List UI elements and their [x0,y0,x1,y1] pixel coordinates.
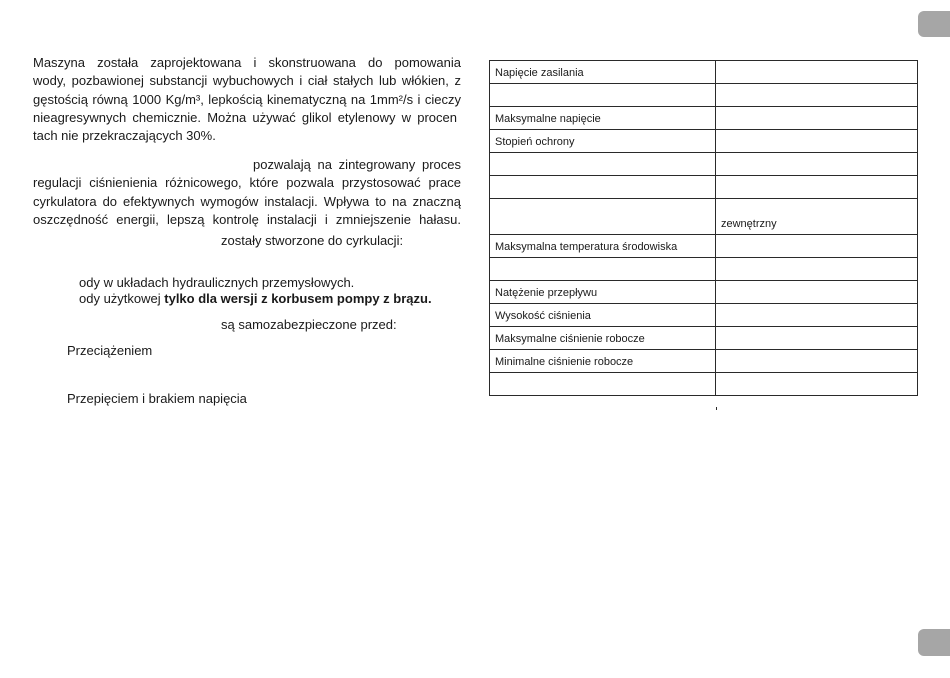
protection-item: Przeciążeniem [67,343,153,358]
spec-value [716,107,918,130]
regulation-line: oszczędność energii, lepszą kontrolę instalacji i zmniejszenie hałasu. [33,211,461,227]
spec-value [716,350,918,373]
spec-value [716,130,918,153]
spec-label: Maksymalne ciśnienie robocze [490,327,716,350]
intro-line: gęstością równą 1000 Kg/m³, lepkością kinematyczną na 1mm²/s i cieczy [33,91,461,107]
spec-label [490,258,716,281]
intro-line: tach nie przekraczających 30%. [33,128,216,144]
intro-line: nieagresywnych chemicznie. Można używać glikol etylenowy w procen [33,109,457,125]
regulation-line: regulacji ciśnienienia różnicowego, które pozwala przystosować prace [33,175,461,191]
table-row [490,327,918,350]
spec-value [716,327,918,350]
protection-intro: są samozabezpieczone przed: [221,317,397,332]
table-row [490,258,918,281]
intro-paragraph [33,54,461,145]
spec-label: Stopień ochrony [490,130,716,153]
table-row [490,176,918,199]
regulation-line: pozwalają na zintegrowany proces [253,157,461,172]
spec-label: Maksymalna temperatura środowiska [490,235,716,258]
table-row [490,153,918,176]
intro-line: wody, pozbawionej substancji wybuchowych i ciał stałych lub włókien, z [33,73,461,89]
spec-value [716,373,918,396]
spec-value [716,61,918,84]
table-row [490,281,918,304]
spec-label: Natężenie przepływu [490,281,716,304]
spec-label [490,199,716,235]
spec-label [490,153,716,176]
intro-line: Maszyna została zaprojektowana i skonstruowana do pomowania [33,55,461,70]
spec-value [716,304,918,327]
spec-label [490,176,716,199]
table-row [490,199,918,235]
spec-value [716,258,918,281]
circulation-item: ody użytkowej tylko dla wersji z korbusem pompy z brązu. [79,291,432,306]
spec-label: Maksymalne napięcie [490,107,716,130]
spec-value [716,235,918,258]
bronze-note: tylko dla wersji z korbusem pompy z brązu. [164,291,432,306]
spec-value [716,153,918,176]
table-row [490,107,918,130]
spec-value [716,281,918,304]
protection-item: Przepięciem i brakiem napięcia [67,391,247,406]
table-row [490,373,918,396]
spec-value [716,84,918,107]
spec-label: Minimalne ciśnienie robocze [490,350,716,373]
spec-label: Wysokość ciśnienia [490,304,716,327]
table-row [490,84,918,107]
table-row [490,350,918,373]
page-tab-top [918,11,950,37]
table-row [490,304,918,327]
spec-label [490,84,716,107]
spec-value: zewnętrzny [716,199,918,235]
circulation-intro: zostały stworzone do cyrkulacji: [221,233,404,248]
table-row [490,130,918,153]
circulation-item: ody w układach hydraulicznych przemysłowych. [79,275,355,290]
spec-label [490,373,716,396]
table-row [490,235,918,258]
regulation-paragraph [33,156,461,229]
table-divider-stub [716,407,815,410]
regulation-line: cyrkulatora do efektywnych wymogów instalacji. Wpływa to na znaczną [33,193,461,209]
spec-value [716,176,918,199]
technical-data-table [489,60,918,396]
page-number-tab [918,629,950,656]
table-row [490,61,918,84]
spec-label: Napięcie zasilania [490,61,716,84]
